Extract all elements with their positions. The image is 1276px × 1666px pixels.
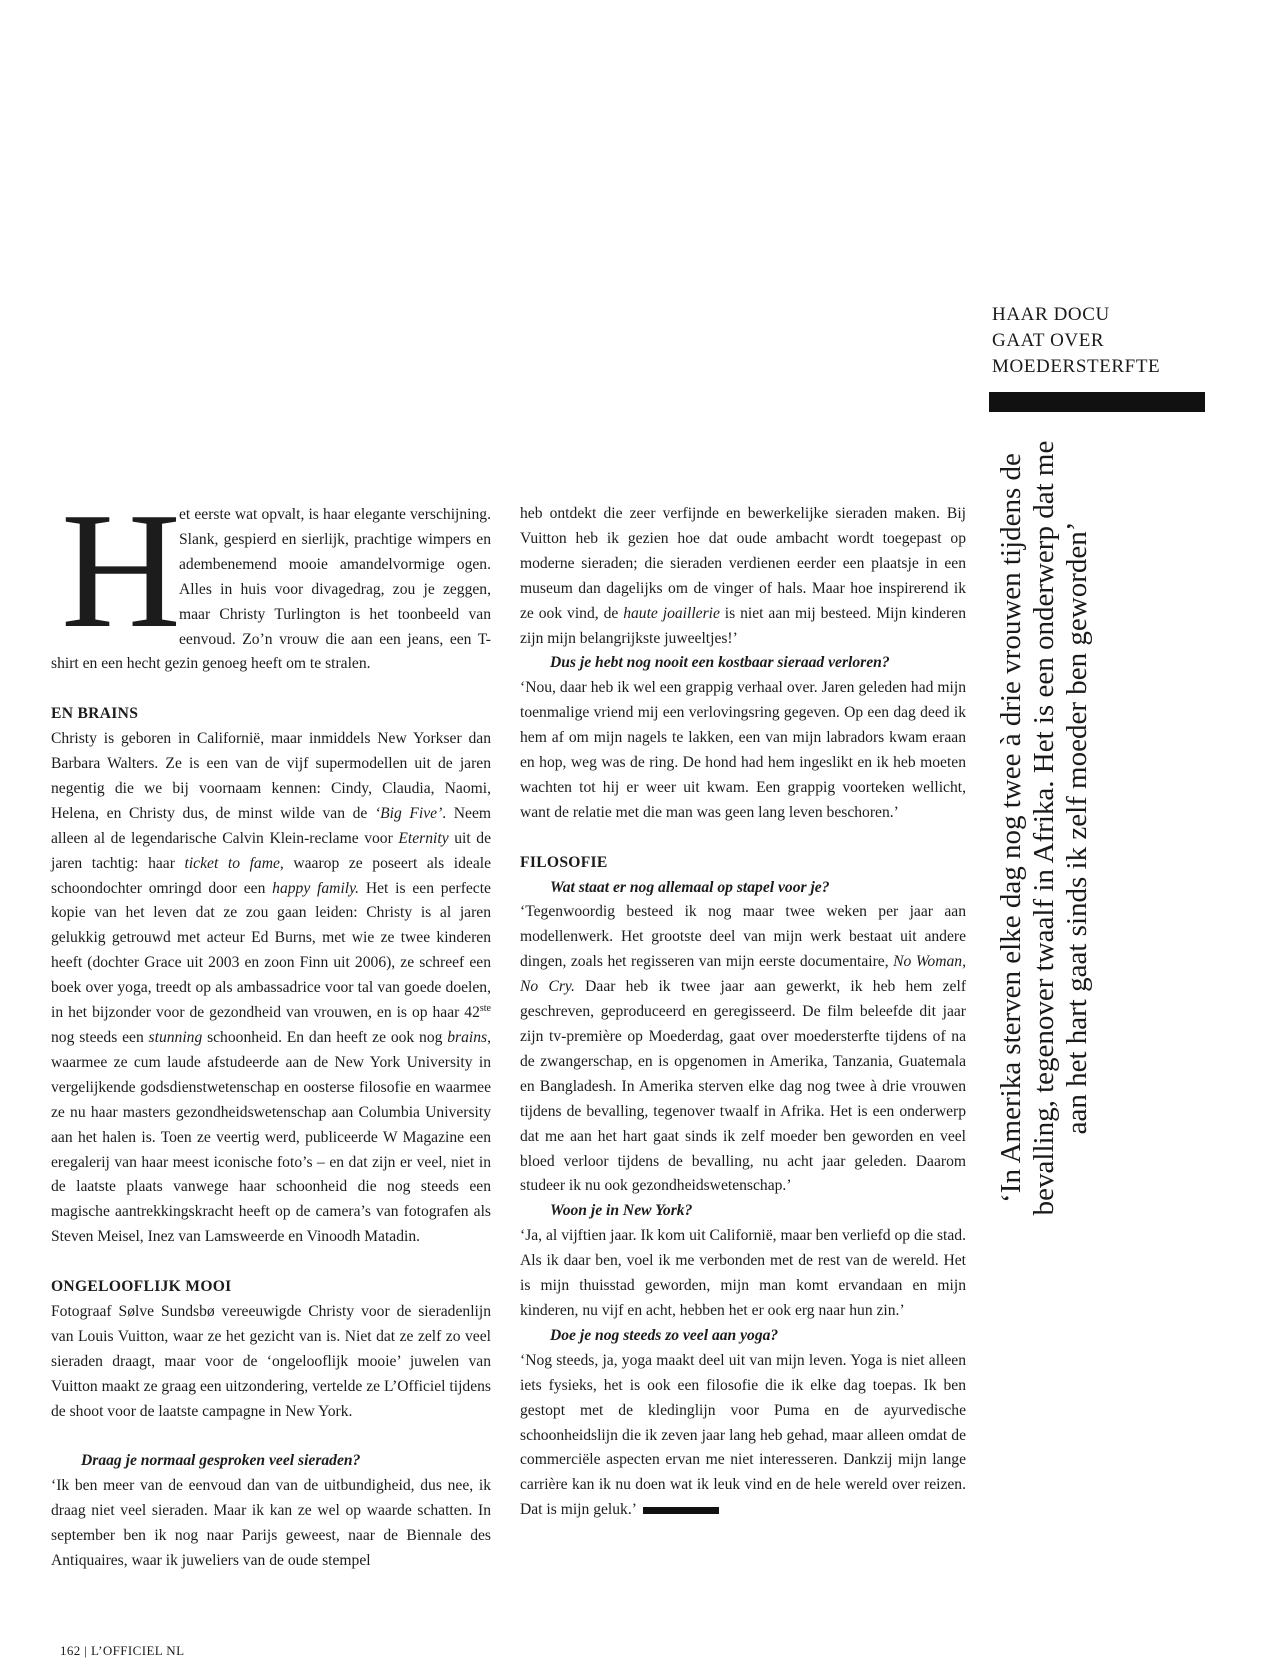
interview-question: Doe je nog steeds zo veel aan yoga? — [550, 1326, 779, 1344]
article-column-right — [520, 502, 966, 1523]
body-emphasis: happy family. — [272, 879, 360, 897]
interview-question: Draag je normaal gesproken veel sieraden? — [81, 1452, 361, 1470]
body-text: uit de jaren tachtig: haar — [51, 829, 491, 872]
body-emphasis: stunning — [148, 1029, 203, 1047]
body-text: nog steeds een — [51, 1029, 149, 1047]
body-text: Christy is geboren in Californië, maar inmiddels New Yorkser dan Barbara Walters. Ze is een van de vijf supermodellen uit de jaren negentig die we bij voornaam kennen: Cindy, Claudia, Naomi, Helena, en Christy dus, de minst wilde van de — [51, 730, 491, 822]
body-emphasis: brains — [447, 1029, 488, 1047]
interview-answer: ‘Ik ben meer van de eenvoud dan van de uitbundigheid, dus nee, ik draag niet veel sieraden. Maar ik kan ze wel op waarde schatten. In september ben ik nog naar Parijs geweest, naar de Biennale des Antiquaires, waar ik juweliers van de oude stempel — [51, 1477, 491, 1570]
body-emphasis: ticket to fame — [184, 854, 280, 872]
interview-answer — [520, 900, 966, 1199]
body-emphasis: Eternity — [398, 829, 449, 847]
body-text: schoonheid. En dan heeft ze ook nog — [202, 1029, 448, 1047]
body-paragraph — [51, 727, 491, 1250]
body-text: ‘Tegenwoordig besteed ik nog maar twee weken per jaar aan modellenwerk. Het grootste deel van mijn werk bestaat uit andere dingen, zoals het regisseren van mijn eerste documentaire, — [520, 903, 966, 971]
body-text: ‘Nog steeds, ja, yoga maakt deel uit van mijn leven. Yoga is niet alleen iets fysieks, het is ook een filosofie die ik elke dag toepas. Ik ben gestopt met de kledinglijn voor Puma en de ayurvedische schoonheidslijn die ik zeven jaar lang heb gehad, maar alleen omdat de commerciële aspecten ervan me niet interesseren. Dankzij mijn lange carrière kan ik nu doen wat ik leuk vind en de hele wereld over reizen. Dat is mijn geluk.’ — [520, 1351, 966, 1519]
interview-answer — [520, 1349, 966, 1523]
interview-question: Wat staat er nog allemaal op stapel voor je? — [550, 878, 830, 896]
interview-answer: ‘Ja, al vijftien jaar. Ik kom uit Californië, maar ben verliefd op die stad. Als ik daar ben, voel ik me verbonden met de rest van de wereld. Het is mijn thuisstad geworden, mijn man komt ervandaan en mijn kinderen, nu vijf en acht, hebben het er ook erg naar hun zin.’ — [520, 1227, 966, 1319]
sidebar-headline-line: MOEDERSTERFTE — [992, 356, 1161, 377]
ordinal-superscript: ste — [479, 1002, 491, 1014]
article-column-left — [51, 478, 492, 1574]
interview-answer — [520, 502, 966, 651]
section-heading-ongelooflijk-mooi: ONGELOOFLIJK MOOI — [51, 1278, 232, 1296]
body-text: heb ontdekt die zeer verfijnde en bewerkelijke sieraden maken. Bij Vuitton heb ik gezien hoe dat oude ambacht wordt toegepast op moderne sieraden; die sieraden verdienen eerder een plaatsje in een museum dan dagelijks om de vinger of hals. Maar hoe inspirerend ik ze ook vind, de — [520, 505, 966, 622]
body-text: is niet aan mij besteed. Mijn kinderen zijn mijn belangrijkste juweeltjes!’ — [520, 604, 966, 647]
body-emphasis: ‘Big Five’ — [374, 804, 443, 822]
pull-quote: ‘In Amerika sterven elke dag nog twee à drie vrouwen tijdens de bevalling, tegenover twaalf in Afrika. Het is een onderwerp dat me aan het hart gaat sinds ik zelf moeder ben geworden’ — [995, 440, 1093, 1216]
drop-cap: H — [61, 478, 181, 662]
body-text: Het is een perfecte kopie van het leven dat ze zou gaan leiden: Christy is al jaren gelukkig getrouwd met acteur Ed Burns, met wie ze twee kinderen heeft (dochter Grace uit 2003 en zoon Finn uit 2006), ze schreef een boek over yoga, treedt op als ambassadrice voor tal van goede doelen, in het bijzonder voor de gezondheid van vrouwen, en is op haar 42 — [51, 879, 491, 1022]
body-emphasis: haute joaillerie — [623, 604, 720, 622]
sidebar-headline — [992, 302, 1160, 380]
body-text: . Neem alleen al de legendarische Calvin Klein-reclame voor — [51, 804, 491, 847]
sidebar-headline-line: GAAT OVER — [992, 330, 1105, 351]
sidebar-headline-line: HAAR DOCU — [992, 304, 1110, 325]
interview-question: Dus je hebt nog nooit een kostbaar sieraad verloren? — [550, 654, 890, 672]
section-heading-en-brains: EN BRAINS — [51, 705, 139, 723]
interview-answer: ‘Nou, daar heb ik wel een grappig verhaal over. Jaren geleden had mijn toenmalige vriend mij een verlovingsring gegeven. Op een dag deed ik hem af om mijn nagels te lakken, een van mijn labradors kwam eraan en hop, weg was de ring. De hond had hem ingeslikt en ik heb moeten wachten tot hij er weer uit kwam. Een grappig voorteken wellicht, want de relatie met die man was geen lang leven beschoren.’ — [520, 679, 966, 821]
lead-paragraph-block — [51, 478, 491, 677]
body-text: , waarop ze poseert als ideale schoondochter omringd door een — [51, 854, 492, 897]
body-emphasis: No Woman, No Cry. — [520, 953, 966, 996]
body-text: Daar heb ik twee jaar aan gewerkt, ik heb hem zelf geschreven, geproduceerd en geregisseerd. De film beleefde dit jaar zijn tv-première op Moederdag, gaat over moedersterfte tijdens of na de zwangerschap, en is opgenomen in Amerika, Tanzania, Guatemala en Bangladesh. In Amerika sterven elke dag nog twee à drie vrouwen tijdens de bevalling, tegenover twaalf in Afrika. Het is een onderwerp dat me aan het hart gaat sinds ik zelf moeder ben geworden en veel bloed verloor tijdens de bevalling, nu acht jaar geleden. Daarom studeer ik nu ook gezondheidswetenschap.’ — [520, 978, 967, 1195]
body-paragraph: Fotograaf Sølve Sundsbø vereeuwigde Christy voor de sieradenlijn van Louis Vuitton, waar ze het gezicht van is. Niet dat ze zelf zo veel sieraden draagt, maar voor de ‘ongelooflijk mooie’ juwelen van Vuitton maakt ze graag een uitzondering, vertelde ze L’Officiel tijdens de shoot voor de laatste campagne in New York. — [51, 1302, 491, 1420]
interview-question: Woon je in New York? — [550, 1202, 693, 1220]
end-mark — [643, 1507, 719, 1514]
body-text: , waarmee ze cum laude afstudeerde aan de New York University in vergelijkende godsdienstwetenschap en oosterse filosofie en waarmee ze nu haar masters gezondheidswetenschap aan Columbia University aan het halen is. Toen ze veertig werd, publiceerde W Magazine een eregalerij van haar meest iconische foto’s – en dat zijn er veel, niet in de laatste plaats vanwege haar schoonheid die nog steeds een magische aantrekkingskracht heeft op de camera’s van fotografen als Steven Meisel, Inez van Lamsweerde en Vinoodh Matadin. — [51, 1029, 491, 1246]
section-heading-filosofie: FILOSOFIE — [520, 853, 608, 871]
page-folio: 162 | L’OFFICIEL NL — [60, 1643, 185, 1658]
lead-paragraph: et eerste wat opvalt, is haar elegante verschijning. Slank, gespierd en sierlijk, prachtige wimpers en adembenemend mooie amandelvormige ogen. Alles in huis voor divagedrag, zou je zeggen, maar Christy Turlington is het toonbeeld van eenvoud. Zo’n vrouw die aan een jeans, een T-shirt en een hecht gezin genoeg heeft om te stralen. — [51, 506, 491, 673]
sidebar-rule — [989, 392, 1205, 412]
